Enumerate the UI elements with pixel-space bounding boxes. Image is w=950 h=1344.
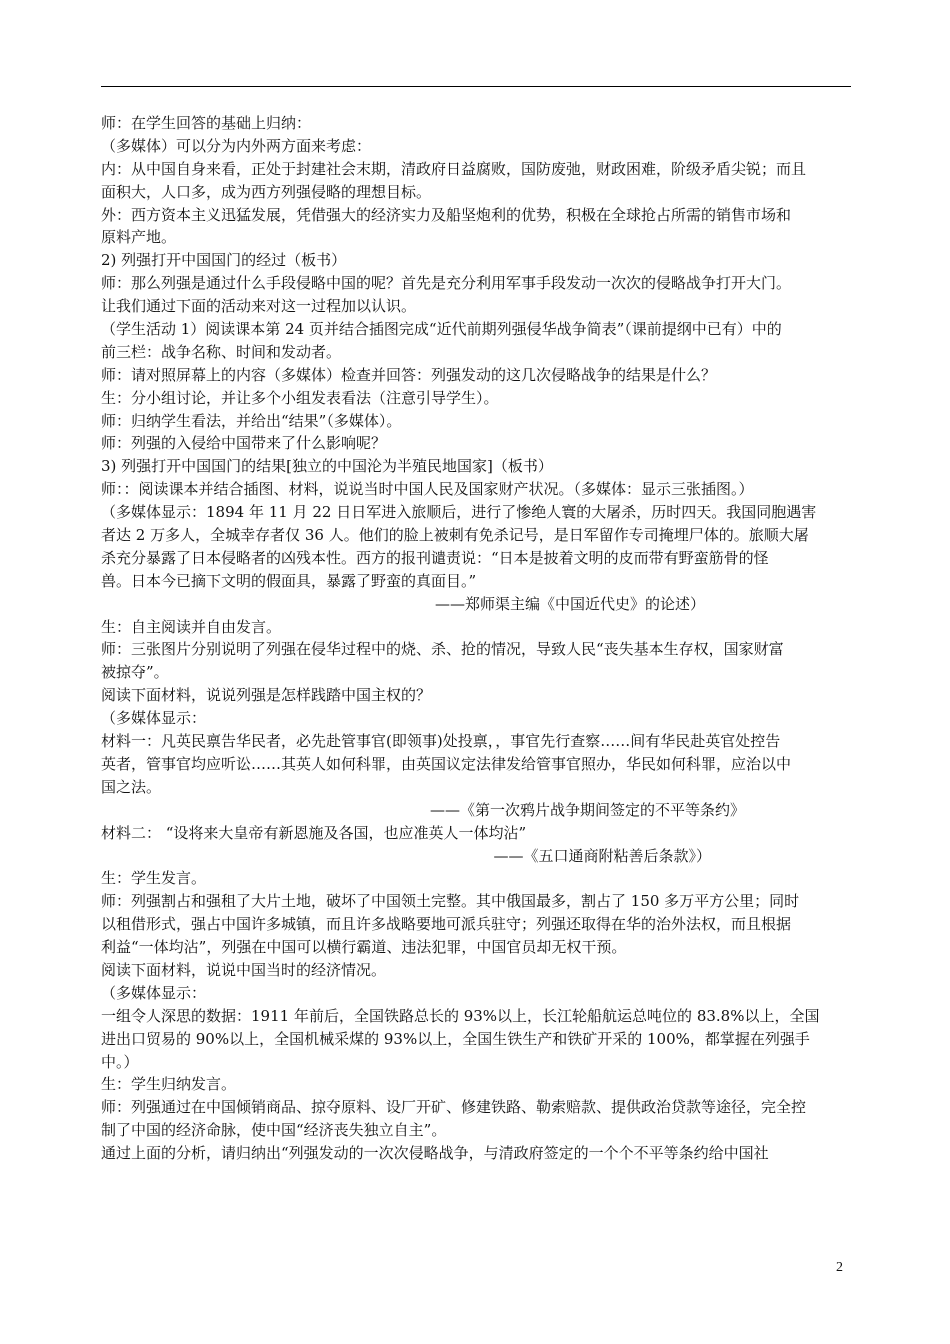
text-line: 制了中国的经济命脉，使中国“经济丧失独立自主”。 xyxy=(101,1121,447,1140)
text-line: 师：列强的入侵给中国带来了什么影响呢？ xyxy=(101,434,387,453)
text-line: 原料产地。 xyxy=(101,228,177,247)
text-line: 者达 2 万多人，全城幸存者仅 36 人。他们的脸上被刺有免杀记号，是日军留作专司掩埋尸体的。旅顺大屠 xyxy=(101,526,809,545)
text-line: 面积大，人口多，成为西方列强侵略的理想目标。 xyxy=(101,182,432,201)
text-line: 进出口贸易的 90%以上，全国机械采煤的 93%以上，全国生铁生产和铁矿开采的 100%，都掌握在列强手 xyxy=(101,1029,810,1048)
text-line: （多媒体显示： xyxy=(101,983,207,1002)
text-line: 材料二： “设将来大皇帝有新恩施及各国，也应准英人一体均沾” xyxy=(101,823,527,842)
text-line: 3) 列强打开中国国门的结果[独立的中国沦为半殖民地国家]（板书） xyxy=(101,457,553,476)
text-line: 生：学生归纳发言。 xyxy=(101,1075,237,1094)
text-line: 生：分小组讨论，并让多个小组发表看法（注意引导学生）。 xyxy=(101,388,499,407)
text-line: ——《第一次鸦片战争期间签定的不平等条约》 xyxy=(429,800,745,819)
text-line: 兽。日本今已摘下文明的假面具，暴露了野蛮的真面目。” xyxy=(101,571,477,590)
text-line: 师：归纳学生看法，并给出“结果”（多媒体）。 xyxy=(101,411,402,430)
text-line: 师：在学生回答的基础上归纳： xyxy=(101,114,312,132)
text-line: （多媒体显示： xyxy=(101,709,207,728)
text-line: （多媒体）可以分为内外两方面来考虑： xyxy=(101,136,372,155)
text-line: 内：从中国自身来看，正处于封建社会末期，清政府日益腐败，国防废弛，财政困难，阶级矛盾尖锐；而且 xyxy=(101,159,807,178)
page-number: 2 xyxy=(836,1260,843,1275)
text-line: 通过上面的分析，请归纳出“列强发动的一次次侵略战争，与清政府签定的一个个不平等条约给中国社 xyxy=(101,1144,769,1163)
text-line: 国之法。 xyxy=(101,777,162,796)
text-line: 阅读下面材料，说说列强是怎样践踏中国主权的？ xyxy=(101,686,432,705)
text-line: 师：列强通过在中国倾销商品、掠夺原料、设厂开矿、修建铁路、勒索赔款、提供政治贷款等途径，完全控 xyxy=(101,1098,807,1117)
text-line: 师：三张图片分别说明了列强在侵华过程中的烧、杀、抢的情况，导致人民“丧失基本生存权，国家财富 xyxy=(101,640,784,659)
text-line: 一组令人深思的数据：1911 年前后，全国铁路总长的 93%以上，长江轮船航运总吨位的 83.8%以上，全国 xyxy=(101,1006,820,1025)
text-line: 杀充分暴露了日本侵略者的凶残本性。西方的报刊谴责说：“日本是披着文明的皮而带有野蛮筋骨的怪 xyxy=(101,548,769,567)
text-line: （学生活动 1）阅读课本第 24 页并结合插图完成“近代前期列强侵华战争简表”（课前提纲中已有）中的 xyxy=(101,320,782,339)
text-line: 材料一：凡英民禀告华民者，必先赴管事官(即领事)处投禀，，事官先行查察……间有华民赴英官处控告 xyxy=(101,732,781,751)
text-line: 英者，管事官均应听讼……其英人如何科罪，由英国议定法律发给管事官照办，华民如何科罪，应治以中 xyxy=(101,754,792,773)
text-line: 中。） xyxy=(101,1052,139,1071)
text-line: ——郑师渠主编《中国近代史》的论述） xyxy=(434,594,705,613)
text-line: 师：列强割占和强租了大片土地，破坏了中国领土完整。其中俄国最多，割占了 150 多万平方公里；同时 xyxy=(101,892,800,911)
text-line: 利益“一体均沾”，列强在中国可以横行霸道、违法犯罪，中国官员却无权干预。 xyxy=(101,938,627,957)
text-line: 外：西方资本主义迅猛发展，凭借强大的经济实力及船坚炮利的优势，积极在全球抢占所需的销售市场和 xyxy=(101,205,792,224)
text-line: 被掠夺”。 xyxy=(101,663,169,682)
text-line: 生：自主阅读并自由发言。 xyxy=(101,617,282,636)
text-line: 师：那么列强是通过什么手段侵略中国的呢？首先是充分利用军事手段发动一次次的侵略战争打开大门。 xyxy=(101,274,792,293)
text-line: ——《五口通商附粘善后条款》） xyxy=(493,846,711,865)
text-line: 师：：阅读课本并结合插图、材料，说说当时中国人民及国家财产状况。（多媒体：显示三张插图。） xyxy=(101,480,754,499)
text-line: 师：请对照屏幕上的内容（多媒体）检查并回答：列强发动的这几次侵略战争的结果是什么？ xyxy=(101,365,717,384)
text-line: （多媒体显示：1894 年 11 月 22 日日军进入旅顺后，进行了惨绝人寰的大屠杀，历时四天。我国同胞遇害 xyxy=(101,503,817,522)
text-line: 让我们通过下面的活动来对这一过程加以认识。 xyxy=(101,297,417,316)
text-line: 以租借形式，强占中国许多城镇，而且许多战略要地可派兵驻守；列强还取得在华的治外法权，而且根据 xyxy=(101,915,792,934)
document-body xyxy=(101,112,853,1165)
text-line: 前三栏：战争名称、时间和发动者。 xyxy=(101,342,342,361)
text-line: 2) 列强打开中国国门的经过（板书） xyxy=(101,251,347,270)
text-line: 生：学生发言。 xyxy=(101,869,207,888)
header-rule xyxy=(101,86,851,87)
text-line: 阅读下面材料，说说中国当时的经济情况。 xyxy=(101,960,387,979)
